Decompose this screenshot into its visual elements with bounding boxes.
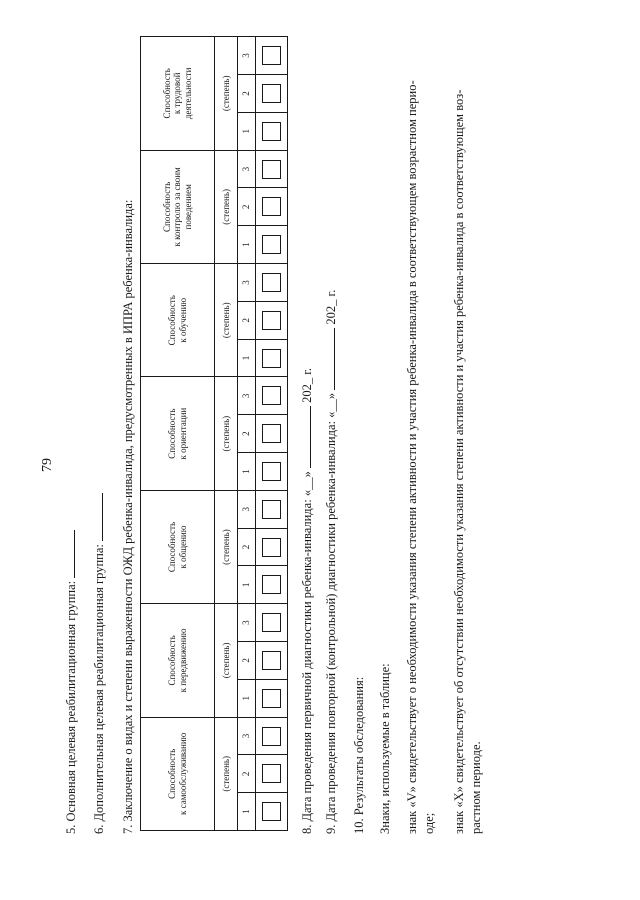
item-8-year: 202_ г. xyxy=(300,367,314,403)
ozhd-table xyxy=(140,36,288,831)
degree-label: (степень) xyxy=(215,604,238,717)
checkbox-cell xyxy=(256,453,288,491)
degree-checkbox[interactable] xyxy=(262,273,281,292)
degree-number: 1 xyxy=(238,566,256,604)
degree-number: 1 xyxy=(238,793,256,831)
column-header: Способность к контролю за своим поведением xyxy=(141,150,215,263)
degree-number: 2 xyxy=(238,528,256,566)
checkbox-cell xyxy=(256,377,288,415)
column-header: Способность к передвижению xyxy=(141,604,215,717)
degree-checkbox[interactable] xyxy=(262,802,281,821)
degree-checkbox[interactable] xyxy=(262,727,281,746)
degree-checkbox[interactable] xyxy=(262,349,281,368)
sign-x-line2: растном периоде. xyxy=(469,741,483,834)
checkbox-cell xyxy=(256,188,288,226)
degree-number: 1 xyxy=(238,112,256,150)
checkbox-cell xyxy=(256,226,288,264)
checkbox-cell xyxy=(256,490,288,528)
sign-x-line1: знак «Х» свидетельствует об отсутствии необходимости указания степени активности и участия ребенка-инвалида в соответствующем воз- xyxy=(452,89,466,834)
degree-row xyxy=(215,37,238,831)
checkbox-cell xyxy=(256,112,288,150)
degree-label: (степень) xyxy=(215,264,238,377)
checkbox-cell xyxy=(256,415,288,453)
checkbox-cell xyxy=(256,301,288,339)
table-header-row xyxy=(141,37,215,831)
degree-checkbox[interactable] xyxy=(262,160,281,179)
degree-checkbox[interactable] xyxy=(262,84,281,103)
degree-number: 3 xyxy=(238,717,256,755)
degree-number: 3 xyxy=(238,264,256,302)
degree-number: 1 xyxy=(238,679,256,717)
degree-number: 2 xyxy=(238,301,256,339)
checkbox-cell xyxy=(256,150,288,188)
item-9-month-blank[interactable] xyxy=(324,328,335,390)
item-8 xyxy=(300,368,315,834)
column-header: Способность к обучению xyxy=(141,264,215,377)
degree-number: 1 xyxy=(238,453,256,491)
degree-number: 2 xyxy=(238,188,256,226)
column-header: Способность к самообслуживанию xyxy=(141,717,215,830)
degree-checkbox[interactable] xyxy=(262,689,281,708)
degree-number: 1 xyxy=(238,339,256,377)
degree-checkbox[interactable] xyxy=(262,424,281,443)
item-5-blank[interactable] xyxy=(64,530,75,578)
degree-number: 2 xyxy=(238,75,256,113)
checkbox-cell xyxy=(256,604,288,642)
item-6-label: 6. Дополнительная целевая реабилитационная группа: xyxy=(92,544,106,834)
degree-number: 3 xyxy=(238,490,256,528)
sign-v-line1: знак «V» свидетельствует о необходимости указания степени активности и участия ребенка-инвалида в соответствующем возрастном перио- xyxy=(405,80,419,834)
item-8-label: 8. Дата проведения первичной диагностики ребенка-инвалида: «__» xyxy=(300,471,314,834)
checkbox-cell xyxy=(256,793,288,831)
item-9-label: 9. Дата проведения повторной (контрольной) диагностики ребенка-инвалида: «__» xyxy=(324,392,338,834)
degree-label: (степень) xyxy=(215,37,238,151)
item-7: 7. Заключение о видах и степени выраженности ОЖД ребенка-инвалида, предусмотренных в ИПРА ребенка-инвалида: xyxy=(121,199,135,834)
degree-number: 3 xyxy=(238,37,256,75)
degree-number-row xyxy=(238,37,256,831)
item-6-blank[interactable] xyxy=(92,493,103,541)
degree-number: 1 xyxy=(238,226,256,264)
degree-label: (степень) xyxy=(215,490,238,603)
checkbox-row xyxy=(256,37,288,831)
checkbox-cell xyxy=(256,75,288,113)
item-9-year: 202_ г. xyxy=(324,289,338,325)
degree-checkbox[interactable] xyxy=(262,46,281,65)
checkbox-cell xyxy=(256,37,288,75)
item-10: 10. Результаты обследования: xyxy=(352,676,366,834)
column-header: Способность к трудовой деятельности xyxy=(141,37,215,151)
sign-v-line2: оде; xyxy=(422,812,436,834)
degree-number: 2 xyxy=(238,755,256,793)
degree-label: (степень) xyxy=(215,150,238,263)
degree-checkbox[interactable] xyxy=(262,764,281,783)
page-number: 79 xyxy=(40,458,55,472)
degree-label: (степень) xyxy=(215,377,238,490)
checkbox-cell xyxy=(256,717,288,755)
degree-checkbox[interactable] xyxy=(262,538,281,557)
degree-checkbox[interactable] xyxy=(262,651,281,670)
checkbox-cell xyxy=(256,642,288,680)
checkbox-cell xyxy=(256,339,288,377)
degree-checkbox[interactable] xyxy=(262,197,281,216)
checkbox-cell xyxy=(256,264,288,302)
checkbox-cell xyxy=(256,755,288,793)
checkbox-cell xyxy=(256,528,288,566)
signs-intro: Знаки, используемые в таблице: xyxy=(378,663,392,834)
degree-checkbox[interactable] xyxy=(262,386,281,405)
sign-v-description xyxy=(405,80,437,834)
degree-number: 3 xyxy=(238,377,256,415)
degree-checkbox[interactable] xyxy=(262,235,281,254)
degree-checkbox[interactable] xyxy=(262,311,281,330)
degree-checkbox[interactable] xyxy=(262,613,281,632)
degree-checkbox[interactable] xyxy=(262,575,281,594)
degree-checkbox[interactable] xyxy=(262,122,281,141)
degree-checkbox[interactable] xyxy=(262,500,281,519)
item-9 xyxy=(324,290,339,834)
column-header: Способность к ориентации xyxy=(141,377,215,490)
column-header: Способность к общению xyxy=(141,490,215,603)
item-5-label: 5. Основная целевая реабилитационная группа: xyxy=(64,580,78,834)
degree-number: 2 xyxy=(238,642,256,680)
sign-x-description xyxy=(452,90,484,834)
item-6 xyxy=(92,493,107,834)
degree-number: 3 xyxy=(238,604,256,642)
checkbox-cell xyxy=(256,566,288,604)
checkbox-cell xyxy=(256,679,288,717)
degree-label: (степень) xyxy=(215,717,238,830)
degree-checkbox[interactable] xyxy=(262,462,281,481)
degree-number: 3 xyxy=(238,150,256,188)
degree-number: 2 xyxy=(238,415,256,453)
item-5 xyxy=(64,530,79,834)
item-8-month-blank[interactable] xyxy=(300,406,311,468)
